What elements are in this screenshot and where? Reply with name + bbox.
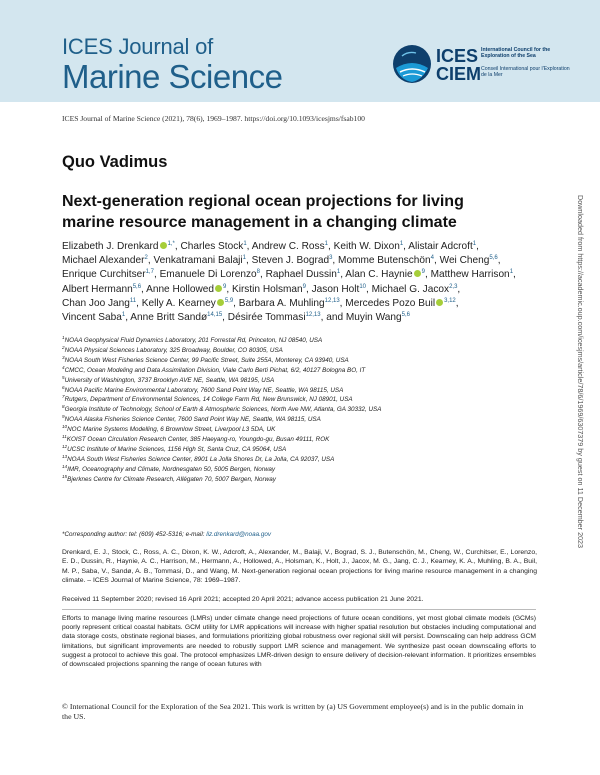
- affiliation-item: [62, 346, 532, 356]
- author-entry: [160, 269, 263, 280]
- author-entry: [62, 312, 128, 323]
- author-separator: ,: [147, 255, 151, 267]
- affiliation-number: 15: [62, 473, 68, 479]
- author-separator: ,: [366, 283, 369, 295]
- corresponding-author: [62, 531, 271, 538]
- author-entry: [408, 241, 479, 252]
- corresponding-text: Corresponding author: tel: (609) 452-5316; e-mail:: [64, 531, 207, 538]
- author-separator: ,: [174, 241, 178, 252]
- author-name[interactable]: Andrew C. Ross: [251, 241, 325, 252]
- author-separator: ,: [222, 312, 225, 324]
- author-entry: [431, 269, 516, 280]
- journal-title-line1: ICES Journal of: [62, 34, 214, 59]
- author-affiliation-marker[interactable]: 2,3: [449, 283, 458, 290]
- cite-as-paragraph: Drenkard, E. J., Stock, C., Ross, A. C., Dixon, K. W., Adcroft, A., Alexander, M., Balaji, V., Bograd, S. J., Butenschön, M., Cheng, W., Curchitser, E., Lorenzo, E. D., Dussin, R., Haynie, A. C., Harrison, M., Hermann, A., Hollowed, A., Holsman, K., Holt, J., Jacox, M. G., Jang, C. J., Kearney, K. A., Muhling, B. A., Buil, M. P., Saba, V., Sandø, A. B., Tommasi, D., and Wang, M. Next-generation regional ocean projections for living marine resource management in a changing climate. – ICES Journal of Marine Science, 78: 1969–1987.: [62, 549, 537, 585]
- author-separator: ,: [246, 255, 249, 267]
- author-entry: [346, 312, 410, 323]
- author-name[interactable]: Kirstin Holsman: [231, 283, 303, 295]
- affiliation-list: [62, 336, 532, 485]
- author-affiliation-marker[interactable]: 5,6: [401, 312, 410, 319]
- affiliation-item: [62, 366, 532, 376]
- affiliation-item: [62, 395, 532, 405]
- affiliation-text: NOAA South West Fisheries Science Center, 99 Pacific Street, Suite 255A, Monterey, CA 93940, USA: [64, 356, 349, 364]
- author-entry: [62, 255, 151, 266]
- affiliation-number: 2: [62, 344, 65, 350]
- affiliation-item: [62, 336, 532, 346]
- author-affiliation-marker[interactable]: 1,7: [145, 269, 154, 276]
- author-affiliation-marker[interactable]: 1: [242, 255, 247, 262]
- author-name[interactable]: Anne Hollowed: [146, 283, 214, 295]
- affiliation-number: 4: [62, 364, 65, 370]
- orcid-icon[interactable]: [217, 299, 224, 306]
- author-entry: [153, 255, 248, 266]
- author-affiliation-marker[interactable]: 3: [329, 255, 333, 262]
- affiliation-text: UCSC Institute of Marine Sciences, 1156 High St, Santa Cruz, CA 95064, USA: [67, 445, 287, 453]
- divider: [62, 609, 536, 610]
- affiliation-text: Georgia Institute of Technology, School of Earth & Atmospheric Sciences, North Ave NW, Atlanta, GA 30332, USA: [64, 406, 382, 414]
- author-entry: [62, 241, 178, 252]
- affiliation-item: [62, 376, 532, 386]
- author-affiliation-marker[interactable]: 5,9: [224, 297, 234, 304]
- author-name[interactable]: Barbara A. Muhling: [238, 297, 325, 309]
- article-title: Next-generation regional ocean projections for living marine resource management in a changing climate: [62, 193, 464, 231]
- author-name[interactable]: Keith W. Dixon: [333, 241, 400, 252]
- section-heading: Quo Vadimus: [62, 153, 168, 171]
- author-affiliation-marker[interactable]: 5,6: [132, 283, 142, 290]
- affiliation-text: CMCC, Ocean Modeling and Data Assimilation Division, Viale Carlo Berti Pichat, 6/2, 40127 Bologna BO, IT: [64, 366, 366, 374]
- corresponding-email-link[interactable]: liz.drenkard@noaa.gov: [206, 531, 272, 538]
- journal-header-banner: [0, 0, 600, 102]
- author-name[interactable]: Alan C. Haynie: [345, 269, 413, 281]
- author-affiliation-marker[interactable]: 9: [421, 269, 425, 276]
- affiliation-text: IMR, Oceanography and Climate, Nordnesgaten 50, 5005 Bergen, Norway: [67, 465, 276, 473]
- affiliation-number: 6: [62, 384, 65, 390]
- author-entry: [62, 298, 139, 309]
- author-separator: ,: [246, 241, 250, 252]
- affiliation-text: NOC Marine Systems Modelling, 6 Brownlow Street, Liverpool L3 5DA, UK: [67, 426, 276, 434]
- affiliation-item: [62, 405, 532, 415]
- journal-title-line2: Marine Science: [62, 58, 283, 95]
- author-name[interactable]: Venkatramani Balaji: [153, 255, 243, 267]
- author-entry: [334, 241, 406, 252]
- affiliation-number: 7: [62, 394, 65, 400]
- author-affiliation-marker[interactable]: 1: [324, 241, 328, 247]
- author-entry: [266, 269, 343, 280]
- received-dates: Received 11 September 2020; revised 16 April 2021; accepted 20 April 2021; advance access publication 21 June 2021.: [62, 596, 424, 603]
- author-affiliation-marker[interactable]: 9: [302, 283, 306, 290]
- author-separator: ,: [340, 269, 344, 281]
- author-separator: ,: [259, 269, 263, 281]
- affiliation-item: [62, 386, 532, 396]
- logo-french-name: Conseil International pour l'Exploration de la Mer: [481, 66, 570, 79]
- affiliation-item: [62, 445, 532, 455]
- author-separator: ,: [306, 283, 309, 295]
- author-separator: ,: [328, 241, 331, 252]
- author-separator: ,: [476, 241, 479, 252]
- affiliation-item: [62, 455, 532, 465]
- author-entry: [440, 255, 501, 266]
- author-entry: [252, 241, 331, 252]
- author-entry: [180, 241, 249, 252]
- author-affiliation-marker[interactable]: 1: [121, 312, 126, 319]
- author-name[interactable]: Michael G. Jacox: [371, 283, 450, 295]
- orcid-icon[interactable]: [414, 270, 421, 277]
- author-entry: [232, 284, 309, 295]
- author-separator: ,: [125, 312, 129, 324]
- logo-english-name: International Council for the Exploration of the Sea: [481, 47, 551, 60]
- affiliation-item: [62, 425, 532, 435]
- author-separator: ,: [513, 269, 516, 281]
- author-name[interactable]: Alistair Adcroft: [408, 241, 473, 252]
- author-separator: ,: [433, 255, 437, 267]
- affiliation-text: NOAA South West Fisheries Science Center, 8901 La Jolla Shores Dr, La Jolla, CA 92037, USA: [67, 455, 335, 463]
- author-name[interactable]: Chan Joo Jang: [62, 297, 130, 309]
- download-sidebar-text: Downloaded from https://academic.oup.com/icesjms/article/78/6/1969/6307379 by guest on 11 December 2023: [576, 195, 585, 549]
- author-entry: [338, 255, 437, 266]
- author-affiliation-marker[interactable]: 12,13: [305, 312, 321, 319]
- affiliation-number: 3: [62, 354, 65, 360]
- author-affiliation-marker[interactable]: 11: [129, 297, 137, 304]
- affiliation-item: [62, 415, 532, 425]
- journal-citation[interactable]: ICES Journal of Marine Science (2021), 78(6), 1969–1987. https://doi.org/10.1093/icesjms/fsab100: [62, 114, 365, 123]
- author-entry: [228, 312, 343, 323]
- author-name[interactable]: Jason Holt: [311, 283, 360, 295]
- affiliation-item: [62, 356, 532, 366]
- logo-ices-text: ICES: [436, 46, 479, 66]
- author-entry: [62, 269, 157, 280]
- orcid-icon[interactable]: [436, 299, 443, 306]
- affiliation-text: Bjerknes Centre for Climate Research, Allégaten 70, 5007 Bergen, Norway: [67, 475, 276, 483]
- author-affiliation-marker[interactable]: 1: [509, 269, 514, 276]
- affiliation-number: 12: [62, 443, 68, 449]
- corresponding-prefix: *: [62, 531, 65, 538]
- affiliation-number: 9: [62, 414, 65, 420]
- author-affiliation-marker[interactable]: 2: [144, 255, 148, 262]
- author-entry: [312, 284, 369, 295]
- affiliation-number: 8: [62, 404, 65, 410]
- author-name[interactable]: Désirée Tommasi: [227, 312, 306, 324]
- orcid-icon[interactable]: [160, 242, 167, 249]
- affiliation-text: NOAA Geophysical Fluid Dynamics Laboratory, 201 Forrestal Rd, Princeton, NJ 08540, USA: [64, 337, 323, 344]
- author-separator: ,: [455, 297, 459, 309]
- author-separator: ,: [339, 297, 343, 309]
- affiliation-text: NOAA Alaska Fisheries Science Center, 7600 Sand Point Way NE, Seattle, WA 98115, USA: [64, 416, 321, 424]
- author-affiliation-marker[interactable]: 3,12: [444, 297, 456, 304]
- author-entry: [130, 312, 225, 323]
- author-separator: ,: [153, 269, 157, 281]
- affiliation-text: NOAA Pacific Marine Environmental Laboratory, 7600 Sand Point Way NE, Seattle, WA 98115, USA: [64, 386, 344, 394]
- author-name[interactable]: Raphael Dussin: [265, 269, 337, 281]
- author-separator: ,: [136, 297, 139, 309]
- author-affiliation-marker[interactable]: 12,13: [324, 297, 340, 304]
- affiliation-number: 10: [62, 424, 68, 430]
- affiliation-number: 1: [62, 335, 65, 340]
- author-name[interactable]: Enrique Curchitser: [62, 269, 146, 281]
- author-name[interactable]: Momme Butenschön: [338, 255, 431, 267]
- author-separator: ,: [403, 241, 406, 252]
- author-affiliation-marker[interactable]: 8: [256, 269, 260, 276]
- affiliation-number: 13: [62, 453, 68, 459]
- author-entry: [345, 298, 458, 309]
- copyright-notice: © International Council for the Exploration of the Sea 2021. This work is written by (a) US Government employee(s) and is in the public domain in the US.: [62, 702, 524, 722]
- author-affiliation-marker[interactable]: 1: [336, 269, 341, 276]
- author-name[interactable]: Vincent Saba: [62, 312, 122, 324]
- author-separator: ,: [457, 283, 461, 295]
- author-separator: ,: [497, 255, 501, 267]
- author-name[interactable]: Matthew Harrison: [430, 269, 510, 281]
- author-entry: [146, 284, 229, 295]
- author-name[interactable]: Mercedes Pozo Buil: [345, 297, 436, 309]
- author-separator: ,: [226, 283, 230, 295]
- logo-ciem-text: CIEM: [436, 64, 481, 84]
- author-list: [62, 240, 522, 325]
- author-affiliation-marker[interactable]: 5,6: [489, 255, 498, 262]
- author-entry: [345, 269, 427, 280]
- author-separator: ,: [332, 255, 336, 267]
- affiliation-item: [62, 465, 532, 475]
- affiliation-number: 11: [62, 434, 67, 440]
- author-affiliation-marker[interactable]: 1: [243, 241, 247, 247]
- author-name[interactable]: Michael Alexander: [62, 255, 145, 267]
- author-affiliation-marker[interactable]: 10: [359, 283, 367, 290]
- affiliation-text: NOAA Physical Sciences Laboratory, 325 Broadway, Boulder, CO 80305, USA: [64, 346, 283, 354]
- author-separator: ,: [424, 269, 428, 281]
- author-affiliation-marker[interactable]: 1: [472, 241, 477, 247]
- affiliation-item: [62, 475, 532, 485]
- author-entry: [62, 284, 144, 295]
- author-name[interactable]: Steven J. Bograd: [251, 255, 330, 267]
- author-separator: , and: [320, 312, 344, 324]
- affiliation-text: Rutgers, Department of Environmental Sciences, 14 College Farm Rd, New Brunswick, NJ 08901, USA: [64, 396, 353, 404]
- author-entry: [142, 298, 236, 309]
- author-name[interactable]: Emanuele Di Lorenzo: [159, 269, 257, 281]
- orcid-icon[interactable]: [215, 285, 222, 292]
- author-entry: [372, 284, 461, 295]
- affiliation-item: [62, 435, 532, 445]
- author-name[interactable]: Albert Hermann: [62, 283, 133, 295]
- author-name[interactable]: Elizabeth J. Drenkard: [62, 241, 159, 252]
- author-separator: ,: [233, 297, 236, 309]
- author-name[interactable]: Muyin Wang: [345, 312, 402, 324]
- affiliation-number: 5: [62, 374, 65, 380]
- author-affiliation-marker[interactable]: 4: [430, 255, 434, 262]
- ices-globe-logo-icon: [392, 44, 432, 84]
- abstract-text: Efforts to manage living marine resources (LMRs) under climate change need projections of future ocean conditions, yet most global climate models (GCMs) poorly represent critical coastal habitats. GCM utility for LMR applications will increase with higher spatial resolution but obstacles including computational and data storage costs, obstinate regional biases, and formulations prioritizing global robustness over regional skill will persist. Downscaling can help address GCM limitations, but significant improvements are needed to robustly support LMR science and management. We synthesize past ocean downscaling efforts to suggest a protocol to achieve this goal. The protocol emphasizes LMR-driven design to ensure delivery of decision-relevant information. It prioritizes ensembles of downscaled projections spanning the range of ocean futures with: [62, 615, 536, 669]
- author-affiliation-marker[interactable]: 1: [399, 241, 404, 247]
- author-name[interactable]: Charles Stock: [180, 241, 244, 252]
- author-entry: [239, 298, 343, 309]
- affiliation-text: University of Washington, 3737 Brooklyn AVE NE, Seattle, WA 98195, USA: [64, 376, 275, 384]
- author-entry: [252, 255, 336, 266]
- author-name[interactable]: Kelly A. Kearney: [141, 297, 216, 309]
- author-separator: ,: [141, 283, 144, 295]
- author-affiliation-marker[interactable]: 1,*: [167, 241, 175, 247]
- author-name[interactable]: Anne Britt Sandø: [130, 312, 208, 324]
- affiliation-number: 14: [62, 463, 68, 469]
- affiliation-text: KOIST Ocean Circulation Research Center, 385 Haeyang-ro, Youngdo-gu, Busan 49111, ROK: [66, 436, 330, 444]
- author-affiliation-marker[interactable]: 14,15: [207, 312, 223, 319]
- author-name[interactable]: Wei Cheng: [439, 255, 490, 267]
- author-affiliation-marker[interactable]: 9: [223, 283, 227, 290]
